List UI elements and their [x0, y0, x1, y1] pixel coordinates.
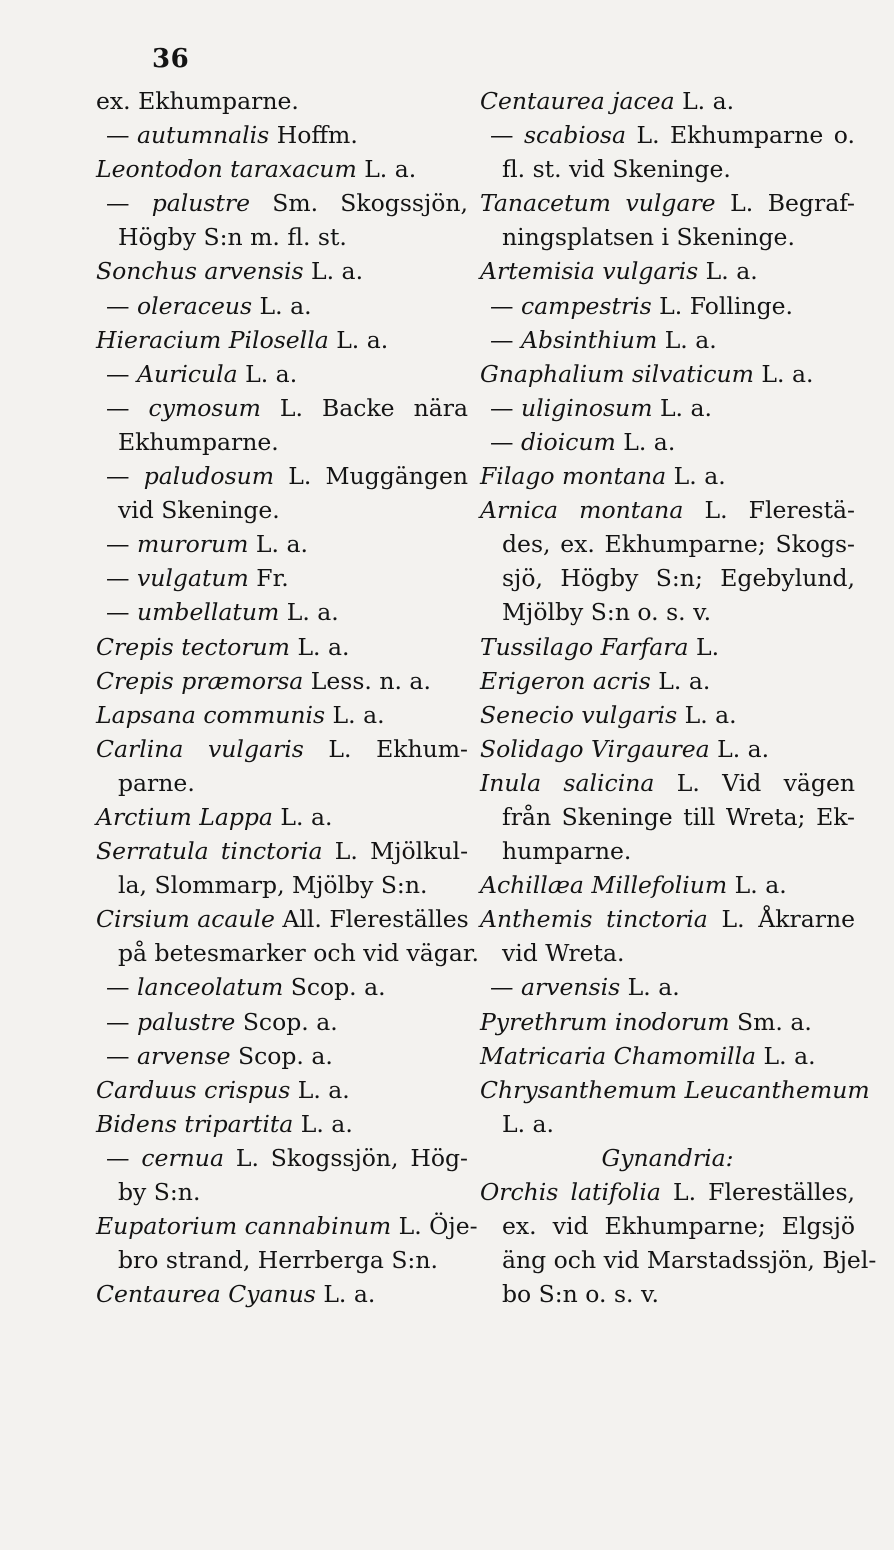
text-run: L. Öje-	[391, 1212, 478, 1241]
text-run: fl. st. vid Skeninge.	[502, 155, 731, 184]
species-name: Leontodon taraxacum	[96, 155, 357, 184]
text-run: —	[106, 1041, 137, 1070]
species-name: Arctium Lappa	[96, 802, 273, 831]
text-line	[480, 459, 855, 493]
species-name: Carduus crispus	[96, 1075, 291, 1104]
text-run: L. a.	[248, 530, 308, 559]
text-run: —	[106, 530, 137, 559]
text-run: L. a.	[657, 325, 717, 354]
text-line	[480, 936, 855, 970]
text-line	[480, 698, 855, 732]
species-name: arvensis	[520, 973, 621, 1002]
species-name: palustre	[151, 189, 251, 218]
text-run: Scop. a.	[283, 973, 386, 1002]
species-name: Carlina vulgaris	[96, 734, 304, 763]
text-line	[96, 289, 468, 323]
text-line	[480, 289, 855, 323]
text-line	[480, 1005, 855, 1039]
text-run: bo S:n o. s. v.	[502, 1280, 659, 1309]
text-line	[480, 186, 855, 220]
text-line	[480, 766, 855, 800]
text-run: —	[490, 393, 521, 422]
text-run: —	[106, 462, 144, 491]
species-name: Filago montana	[480, 462, 667, 491]
text-run: All. Flereställes	[274, 905, 469, 934]
species-name: Sonchus arvensis	[96, 257, 304, 286]
text-run: ningsplatsen i Skeninge.	[502, 223, 795, 252]
text-line	[96, 1107, 468, 1141]
species-name: Lapsana communis	[96, 700, 326, 729]
species-name: Anthemis tinctoria	[480, 905, 708, 934]
text-run: —	[106, 359, 137, 388]
species-name: Absinthium	[520, 325, 658, 354]
text-line	[96, 1005, 468, 1039]
text-run: —	[490, 973, 521, 1002]
text-run: L. a.	[650, 666, 711, 695]
text-run: på betesmarker och vid vägar.	[118, 939, 479, 968]
species-name: Achillæa Millefolium	[480, 871, 728, 900]
text-run: Fr.	[248, 564, 289, 593]
text-line	[96, 732, 468, 766]
text-line	[96, 391, 468, 425]
text-line	[480, 357, 855, 391]
text-line	[480, 664, 855, 698]
text-run: L. a.	[698, 257, 758, 286]
species-name: Crepis præmorsa	[96, 666, 304, 695]
text-run: L. Muggängen	[274, 462, 468, 491]
text-run: vid Wreta.	[502, 939, 625, 968]
text-run: parne.	[118, 768, 195, 797]
species-name: Erigeron acris	[480, 666, 651, 695]
text-run: L. a.	[620, 973, 680, 1002]
text-line	[480, 84, 855, 118]
text-run: L. Skogssjön, Hög-	[223, 1143, 468, 1172]
text-run: Scop. a.	[235, 1007, 338, 1036]
text-run: äng och vid Marstadssjön, Bjel-	[502, 1246, 877, 1275]
text-line	[96, 868, 468, 902]
species-name: umbellatum	[136, 598, 280, 627]
species-name: Artemisia vulgaris	[480, 257, 699, 286]
text-line	[480, 425, 855, 459]
species-name: Centaurea jacea	[480, 87, 675, 115]
left-column	[96, 84, 479, 1311]
species-name: Tussilago Farfara	[480, 632, 689, 661]
text-run: Less. n. a.	[303, 666, 431, 695]
text-line	[480, 834, 855, 868]
text-run: L. a.	[252, 291, 312, 320]
text-line	[96, 936, 479, 970]
text-run: —	[106, 564, 137, 593]
text-line	[96, 152, 468, 186]
text-run: Ekhumparne.	[118, 427, 279, 456]
text-run: —	[106, 121, 137, 150]
text-line	[96, 186, 468, 220]
species-name: Gnaphalium silvaticum	[480, 359, 754, 388]
text-line	[96, 800, 468, 834]
text-run: —	[106, 291, 137, 320]
text-line	[96, 118, 468, 152]
text-run: L. Ekhumparne o.	[626, 121, 855, 150]
text-line	[96, 459, 468, 493]
species-name: palustre	[136, 1007, 236, 1036]
text-line	[96, 902, 468, 936]
text-run: L. a.	[756, 1041, 816, 1070]
species-name: vulgatum	[136, 564, 249, 593]
species-name: Tanacetum vulgare	[480, 189, 716, 218]
text-line	[480, 1107, 855, 1141]
text-run: L. a.	[237, 359, 298, 388]
text-run: från Skeninge till Wreta; Ek-	[502, 802, 855, 831]
text-run: L. a.	[356, 155, 417, 184]
text-line	[480, 1141, 855, 1175]
text-run: L. a.	[615, 427, 676, 456]
text-line	[480, 220, 855, 254]
text-line	[96, 493, 468, 527]
species-name: Arnica montana	[480, 496, 684, 525]
text-run: —	[106, 393, 149, 422]
text-run: L. Åkrarne	[707, 905, 856, 934]
text-run: ex. vid Ekhumparne; Elgsjö	[502, 1212, 855, 1241]
text-line	[96, 970, 468, 1004]
text-line	[480, 970, 855, 1004]
text-run: L. a.	[677, 700, 737, 729]
text-line	[480, 323, 855, 357]
text-line	[96, 595, 468, 629]
text-line	[480, 1175, 855, 1209]
text-run: des, ex. Ekhumparne; Skogs-	[502, 530, 855, 559]
text-line	[480, 493, 855, 527]
text-run: L. a.	[325, 700, 385, 729]
text-run: L. Vid vägen	[654, 768, 855, 797]
species-name: Gynandria:	[601, 1143, 734, 1172]
text-run: —	[490, 121, 524, 150]
species-name: Auricula	[136, 359, 238, 388]
text-line	[96, 84, 468, 118]
text-run: L. Flereställes,	[660, 1178, 855, 1206]
text-line	[480, 902, 855, 936]
text-run: L. a.	[502, 1109, 555, 1138]
text-run: L. Flerestä-	[683, 496, 855, 525]
text-line	[480, 561, 855, 595]
text-run: —	[490, 325, 521, 354]
text-run: L. Backe nära	[260, 393, 468, 422]
species-name: campestris	[520, 291, 652, 320]
text-line	[480, 1243, 877, 1277]
species-name: Matricaria Chamomilla	[480, 1041, 757, 1070]
text-line	[480, 800, 855, 834]
text-line	[96, 323, 468, 357]
text-run: vid Skeninge.	[118, 496, 280, 525]
text-run: L. a.	[315, 1280, 376, 1309]
species-name: arvense	[136, 1041, 231, 1070]
text-line	[480, 595, 855, 629]
text-line	[96, 1039, 468, 1073]
text-line	[96, 1141, 468, 1175]
text-run: L. a.	[272, 802, 333, 831]
text-run: —	[106, 1007, 137, 1036]
text-line	[480, 1209, 855, 1243]
text-run: Sm. Skogssjön,	[250, 189, 468, 218]
text-line	[96, 561, 468, 595]
species-name: cymosum	[148, 393, 261, 422]
page-number: 36	[152, 44, 190, 74]
text-line	[96, 425, 468, 459]
species-name: autumnalis	[136, 121, 270, 150]
species-name: Hieracium Pilosella	[96, 325, 329, 354]
species-name: Crepis tectorum	[96, 632, 290, 661]
text-line	[480, 391, 855, 425]
text-line	[96, 1209, 478, 1243]
text-run: sjö, Högby S:n; Egebylund,	[502, 564, 855, 593]
species-name: Pyrethrum inodorum	[480, 1007, 730, 1036]
text-line	[480, 732, 855, 766]
text-run: Scop. a.	[230, 1041, 333, 1070]
text-line	[96, 698, 468, 732]
text-run: L. Ekhum-	[303, 734, 468, 763]
text-run: —	[106, 189, 152, 218]
text-run: Mjölby S:n o. s. v.	[502, 598, 712, 627]
text-line	[96, 1073, 468, 1107]
text-line	[480, 118, 855, 152]
text-line	[96, 1243, 468, 1277]
text-run: L. a.	[328, 325, 389, 354]
text-line	[96, 664, 468, 698]
species-name: Senecio vulgaris	[480, 700, 678, 729]
text-line	[96, 1277, 468, 1311]
species-name: Bidens tripartita	[96, 1109, 294, 1138]
text-line	[96, 834, 468, 868]
species-name: Serratula tinctoria	[96, 837, 323, 866]
species-name: paludosum	[143, 462, 275, 491]
text-line	[96, 220, 468, 254]
species-name: Eupatorium cannabinum	[96, 1212, 392, 1241]
text-run: L. a.	[279, 598, 339, 627]
text-run: L. a.	[289, 632, 350, 661]
text-run: L. a.	[753, 359, 814, 388]
species-name: Cirsium acaule	[96, 905, 275, 934]
species-name: cernua	[141, 1143, 224, 1172]
text-line	[96, 527, 468, 561]
text-run: L.	[688, 632, 720, 661]
text-line	[480, 527, 855, 561]
text-run: Sm. a.	[729, 1007, 812, 1036]
text-run: L. Follinge.	[651, 291, 793, 320]
text-run: L. a.	[293, 1109, 353, 1138]
text-line	[480, 152, 855, 186]
species-name: oleraceus	[136, 291, 253, 320]
text-run: L. a.	[652, 393, 712, 422]
text-run: L. a.	[727, 871, 787, 900]
species-name: murorum	[136, 530, 249, 559]
text-line	[96, 1175, 468, 1209]
text-run: L. a.	[666, 462, 726, 491]
text-line	[480, 630, 855, 664]
text-line	[480, 868, 855, 902]
text-run: —	[106, 1143, 142, 1172]
text-line	[96, 766, 468, 800]
text-run: by S:n.	[118, 1178, 201, 1206]
text-run: bro strand, Herrberga S:n.	[118, 1246, 438, 1275]
species-name: Centaurea Cyanus	[96, 1280, 316, 1309]
species-name: Solidago Virgaurea	[480, 734, 710, 763]
species-name: uliginosum	[520, 393, 653, 422]
text-line	[480, 1039, 855, 1073]
text-run: L. a.	[709, 734, 770, 763]
text-run: ex. Ekhumparne.	[96, 87, 299, 115]
species-name: Orchis latifolia	[480, 1178, 661, 1206]
species-name: Chrysanthemum Leucanthemum	[480, 1075, 870, 1104]
text-run: L. a.	[674, 87, 735, 115]
species-name: lanceolatum	[136, 973, 284, 1002]
text-run: L. a.	[290, 1075, 350, 1104]
text-run: —	[490, 291, 521, 320]
text-run: L. Mjölkul-	[322, 837, 469, 866]
text-line	[480, 254, 855, 288]
text-line	[480, 1073, 870, 1107]
text-run: L. a.	[303, 257, 364, 286]
text-run: Högby S:n m. fl. st.	[118, 223, 347, 252]
right-column	[480, 84, 877, 1311]
text-run: —	[106, 598, 137, 627]
species-name: scabiosa	[523, 121, 626, 150]
text-line	[96, 254, 468, 288]
text-line	[96, 630, 468, 664]
text-run: —	[490, 427, 521, 456]
text-line	[96, 357, 468, 391]
text-run: L. Begraf-	[715, 189, 855, 218]
species-name: Inula salicina	[480, 768, 655, 797]
text-run: —	[106, 973, 137, 1002]
text-run: humparne.	[502, 837, 632, 866]
species-name: dioicum	[520, 427, 616, 456]
text-run: Hoffm.	[269, 121, 358, 150]
text-run: la, Slommarp, Mjölby S:n.	[118, 871, 428, 900]
text-line	[480, 1277, 855, 1311]
